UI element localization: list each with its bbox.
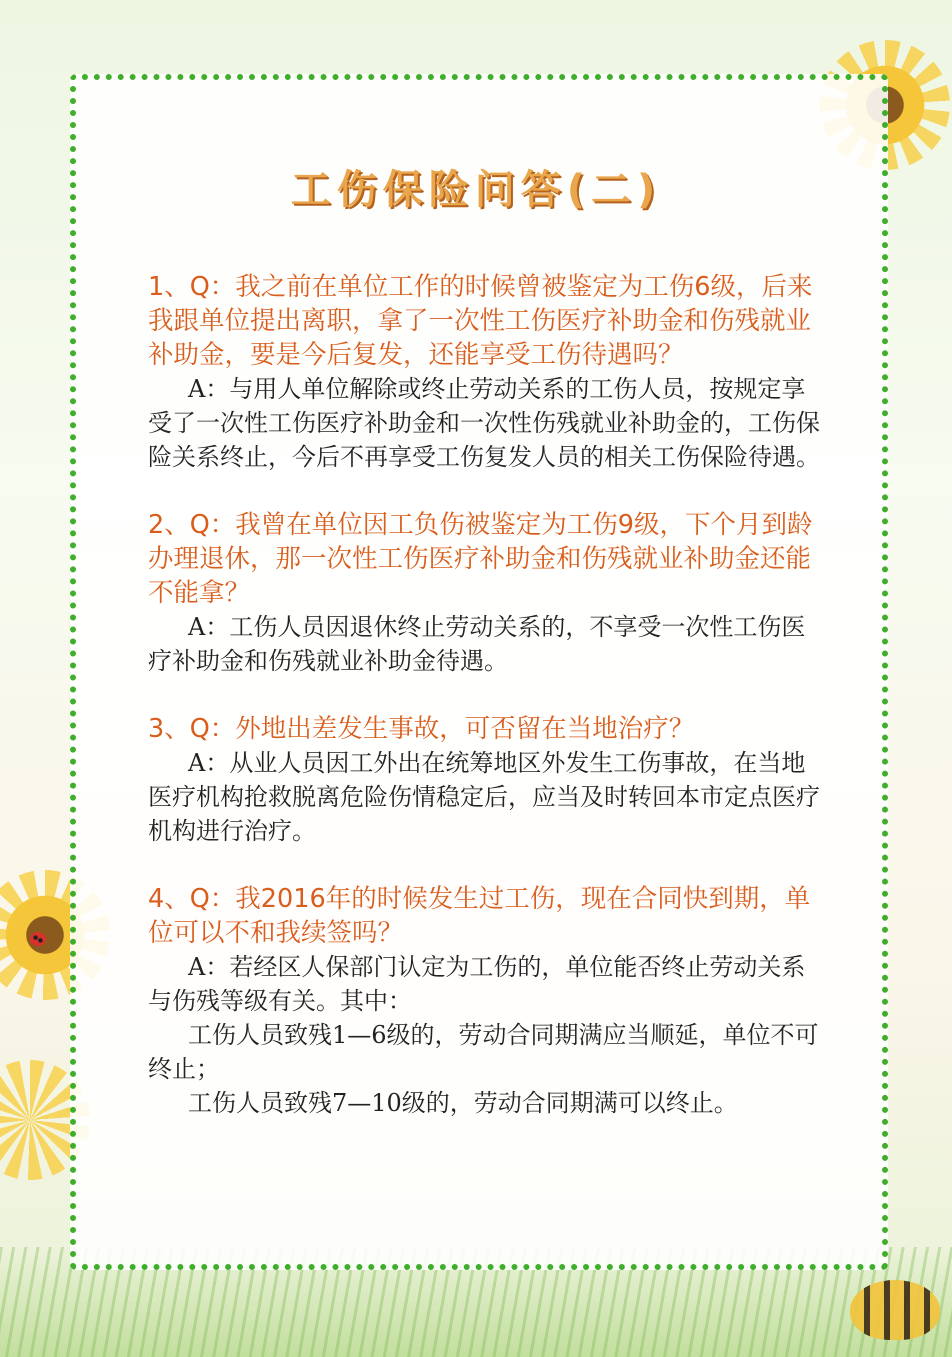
qa-item-2	[148, 508, 828, 678]
answer-4-clause-2: 工伤人员致残7—10级的，劳动合同期满可以终止。	[188, 1089, 738, 1117]
answer-4-clause-1: 工伤人员致残1—6级的，劳动合同期满应当顺延，单位不可终止；	[148, 1021, 819, 1083]
bee-decoration	[850, 1280, 940, 1340]
qa-content	[148, 270, 828, 1154]
question-2: 2、Q：我曾在单位因工负伤被鉴定为工伤9级，下个月到龄办理退休，那一次性工伤医疗补助金和伤残就业补助金还能不能拿？	[148, 510, 813, 608]
qa-item-3	[148, 712, 828, 848]
answer-3: A：从业人员因工外出在统筹地区外发生工伤事故，在当地医疗机构抢救脱离危险伤情稳定后，应当及时转回本市定点医疗机构进行治疗。	[148, 749, 820, 845]
question-3: 3、Q：外地出差发生事故，可否留在当地治疗？	[148, 714, 695, 744]
qa-item-1	[148, 270, 828, 474]
ladybug-decoration	[30, 932, 46, 946]
answer-1: A：与用人单位解除或终止劳动关系的工伤人员，按规定享受了一次性工伤医疗补助金和一次性伤残就业补助金的，工伤保险关系终止，今后不再享受工伤复发人员的相关工伤保险待遇。	[148, 375, 820, 471]
page-title: 工伤保险问答(二)	[290, 167, 662, 213]
question-1: 1、Q：我之前在单位工作的时候曾被鉴定为工伤6级，后来我跟单位提出离职，拿了一次性工伤医疗补助金和伤残就业补助金，要是今后复发，还能享受工伤待遇吗？	[148, 272, 813, 370]
answer-4: A：若经区人保部门认定为工伤的，单位能否终止劳动关系与伤残等级有关。其中：	[148, 953, 806, 1015]
qa-item-4	[148, 882, 828, 1120]
question-4: 4、Q：我2016年的时候发生过工伤，现在合同快到期，单位可以不和我续签吗？	[148, 884, 811, 948]
answer-2: A：工伤人员因退休终止劳动关系的，不享受一次性工伤医疗补助金和伤残就业补助金待遇。	[148, 613, 806, 675]
